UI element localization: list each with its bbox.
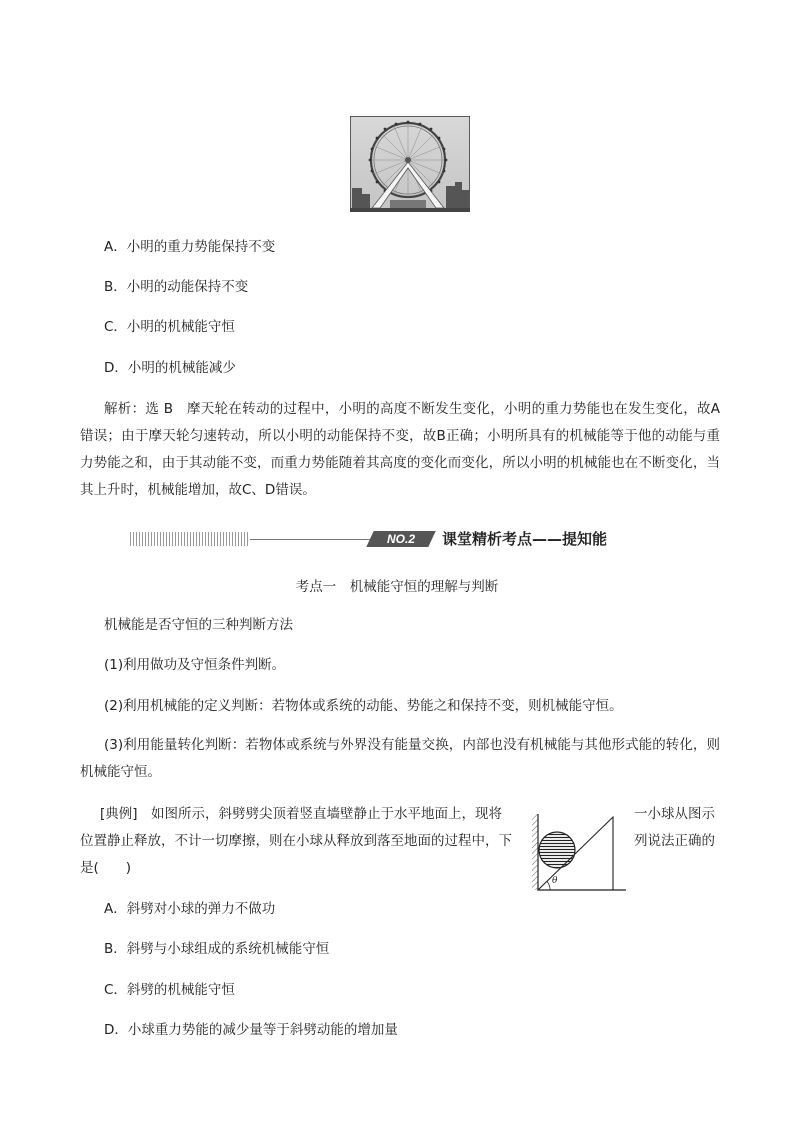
section-title: 考点一 机械能守恒的理解与判断 (295, 579, 499, 595)
wedge-ball-diagram-icon (528, 812, 628, 894)
section-banner (130, 528, 608, 550)
ferris-wheel-icon (350, 116, 470, 212)
option-2b: B．斜劈与小球组成的系统机械能守恒 (104, 941, 330, 957)
banner-stripe (130, 532, 250, 546)
method-1: (1)利用做功及守恒条件判断。 (104, 657, 286, 673)
method-2: (2)利用机械能的定义判断：若物体或系统的动能、势能之和保持不变，则机械能守恒。 (104, 698, 623, 714)
example-line-1-left: [典例] 如图所示，斜劈劈尖顶着竖直墙壁静止于水平地面上，现将 (100, 806, 503, 822)
example-line-1-right: 一小球从图示 (634, 806, 715, 822)
methods-heading: 机械能是否守恒的三种判断方法 (104, 617, 293, 633)
ferris-wheel-figure (350, 116, 470, 212)
example-line-3: 是( ) (80, 860, 132, 876)
method-3: (3)利用能量转化判断：若物体或系统与外界没有能量交换，内部也没有机械能与其他形式能的转化，则机械能守恒。 (80, 737, 720, 780)
banner-title: 课堂精析考点——提知能 (442, 530, 608, 548)
example-line-2-right: 列说法正确的 (634, 833, 715, 849)
banner-rule (250, 539, 375, 540)
option-1c: C．小明的机械能守恒 (104, 319, 235, 335)
option-2d: D．小球重力势能的减少量等于斜劈动能的增加量 (104, 1022, 398, 1038)
option-2a: A．斜劈对小球的弹力不做功 (104, 901, 276, 917)
banner-tag: NO.2 (386, 532, 415, 546)
example-line-2-left: 位置静止释放，不计一切摩擦，则在小球从释放到落至地面的过程中，下 (80, 833, 512, 849)
option-1d: D．小明的机械能减少 (104, 360, 236, 376)
analysis-paragraph: 解析：选 B 摩天轮在转动的过程中，小明的高度不断发生变化，小明的重力势能也在发生变化，故A错误；由于摩天轮匀速转动，所以小明的动能保持不变，故B正确；小明所具有的机械能等于他的动能与重力势能之和，由于其动能不变，而重力势能随着其高度的变化而变化，所以小明的机械能也在不断变化，当其上升时，机械能增加，故C、D错误。 (80, 401, 720, 498)
option-1a: A．小明的重力势能保持不变 (104, 239, 276, 255)
wedge-figure (528, 812, 628, 894)
angle-label: θ (552, 876, 558, 886)
option-1b: B．小明的动能保持不变 (104, 279, 249, 295)
option-2c: C．斜劈的机械能守恒 (104, 982, 235, 998)
